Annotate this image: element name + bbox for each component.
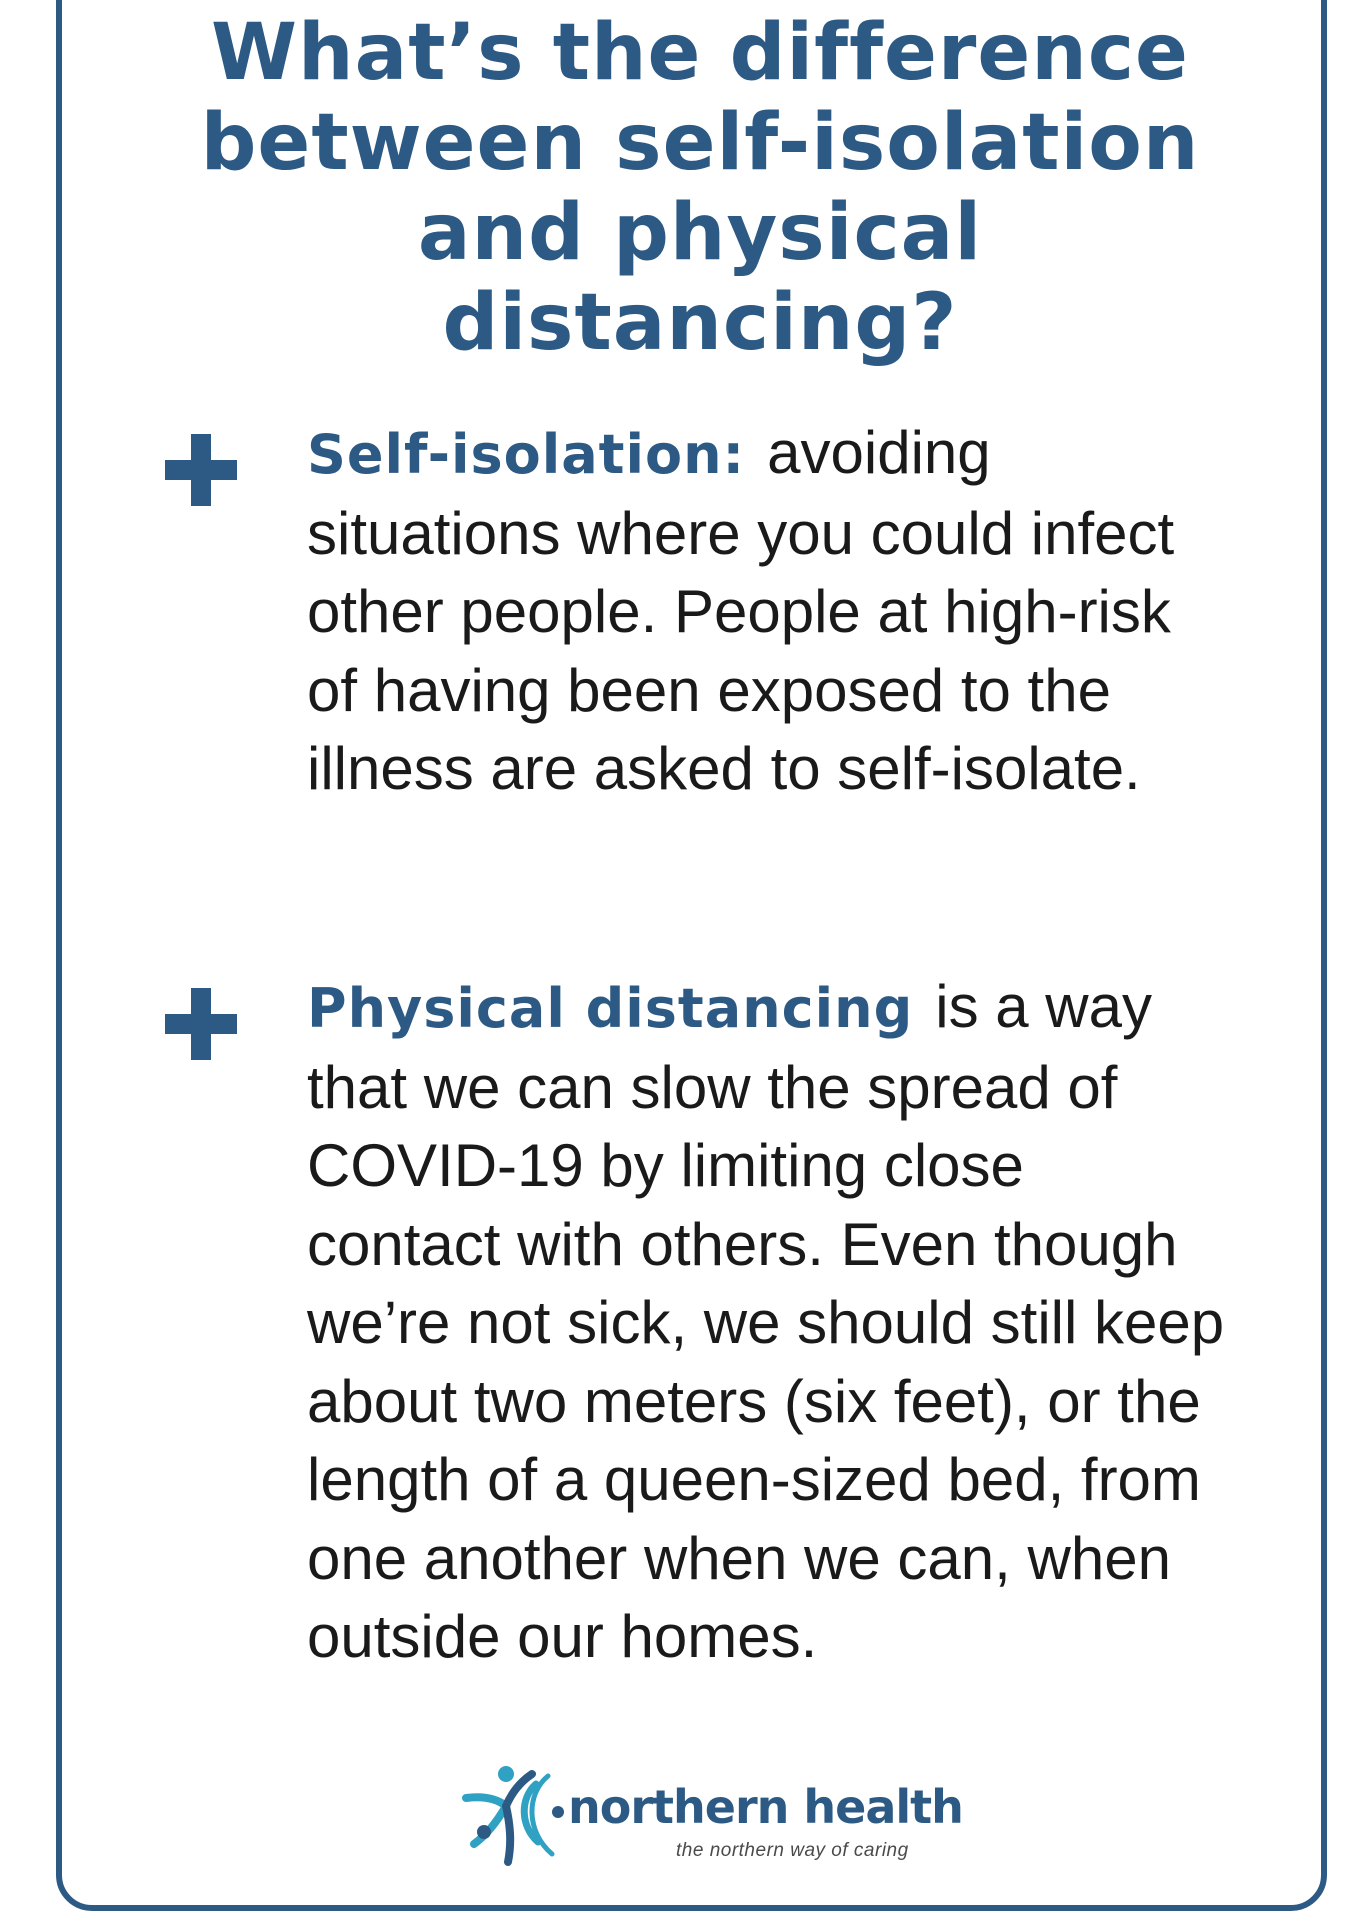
section-term: Self-isolation: [307,423,746,486]
logo-name: northern health [568,1780,963,1834]
section-body [307,414,1227,809]
section-term: Physical distancing [307,977,914,1040]
section-description: is a way that we can slow the spread of COVID-19 by limiting close contact with others. Even though we’re not sick, we should still keep about two meters (six feet), or the length of a queen-sized bed, from one another when we can, when outside our homes. [307,973,1225,1670]
section-body [307,968,1227,1677]
plus-icon [165,434,237,506]
logo-tagline: the northern way of caring [676,1840,909,1861]
section-description: avoiding situations where you could infect other people. People at high-risk of having been exposed to the illness are asked to self-isolate. [307,419,1175,802]
northern-health-logo-icon [462,1762,566,1870]
northern-health-logo [462,1762,963,1882]
plus-icon [165,988,237,1060]
page-title: What’s the difference between self-isolation and physical distancing? [200,8,1200,368]
